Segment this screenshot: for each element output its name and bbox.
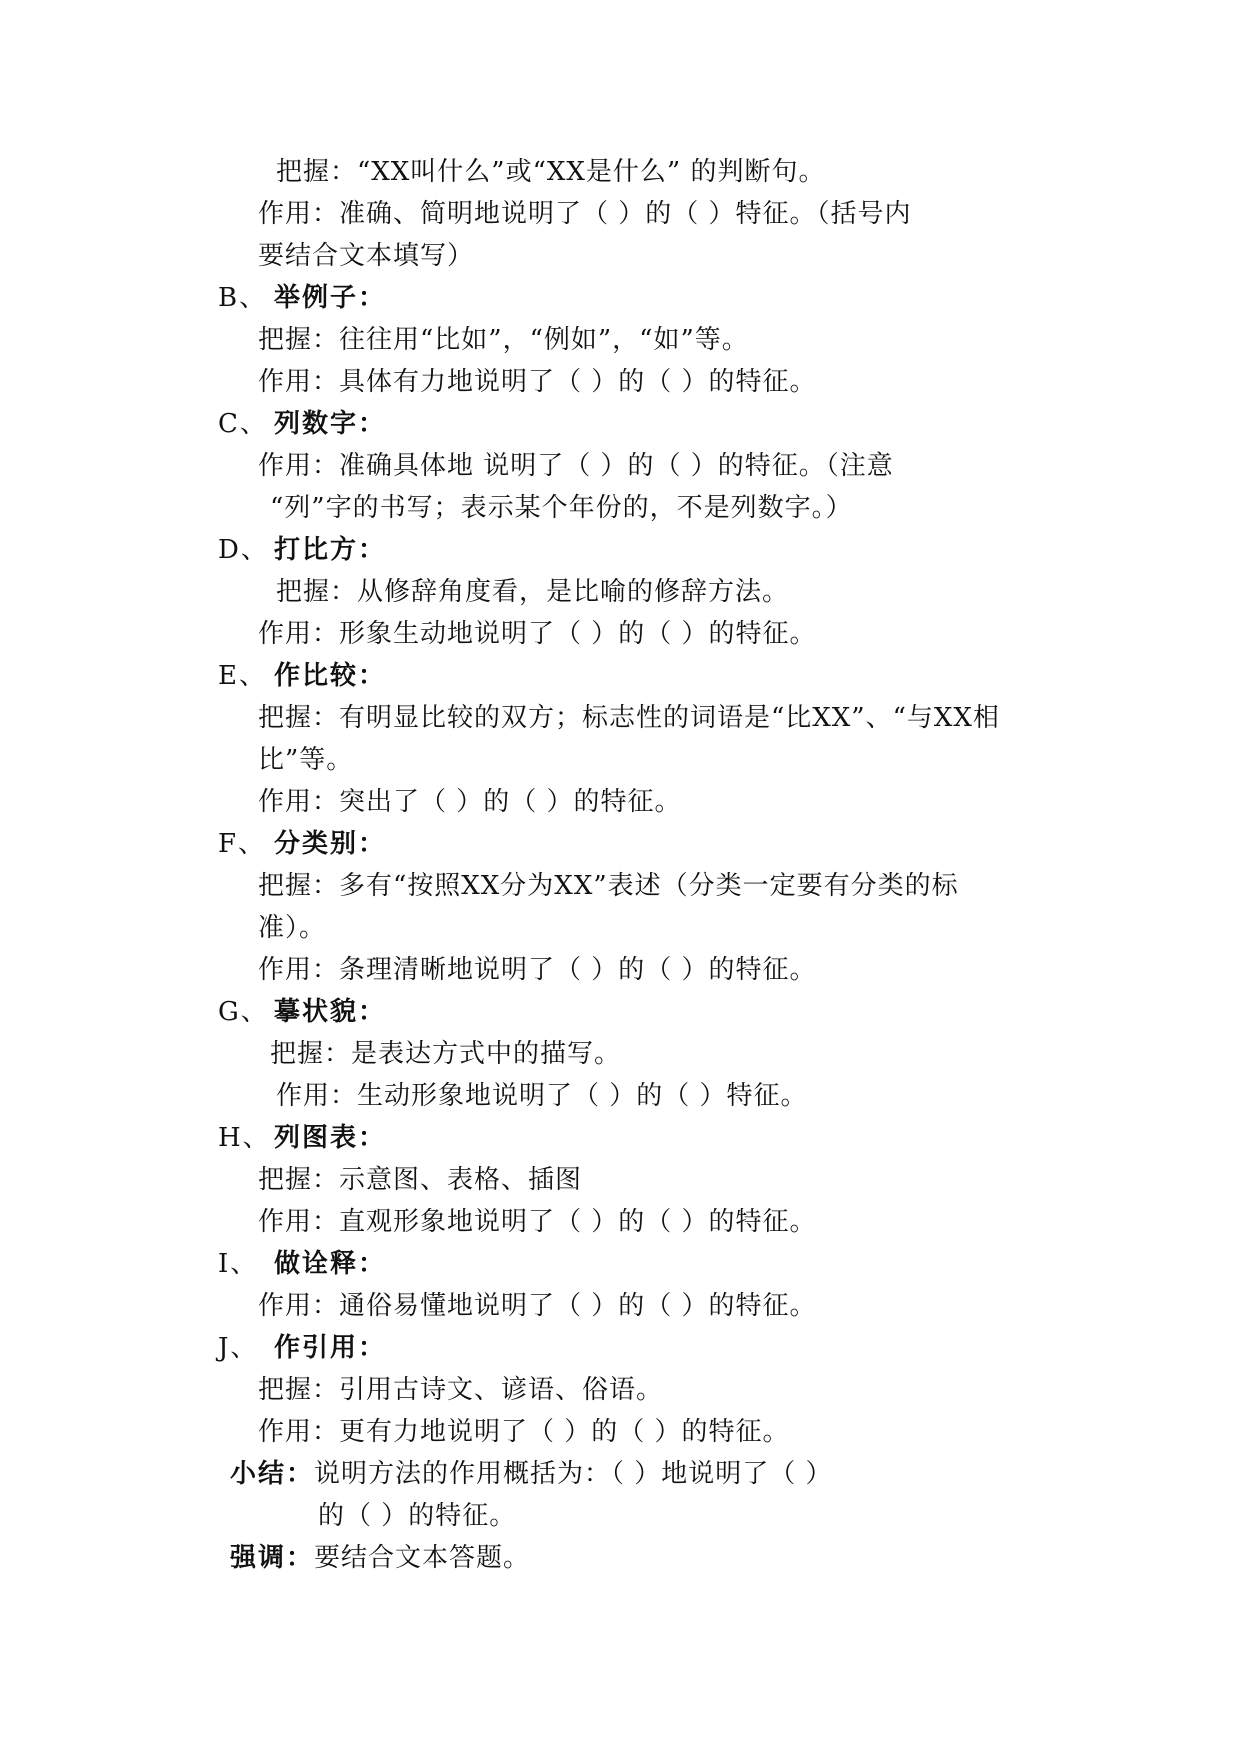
summary-text-1: 说明方法的作用概括为：（ ）地说明了（ ） [314,1459,833,1489]
section-e-heading [218,656,386,696]
section-j-letter: J、 [218,1333,259,1363]
emphasis-line [230,1538,530,1578]
section-h-heading [218,1118,386,1158]
j-effect-line: 作用：更有力地说明了（ ）的（ ）的特征。 [258,1417,790,1447]
a-effect-line-1: 作用：准确、简明地说明了（ ）的（ ）特征。（括号内 [258,199,912,229]
section-d-heading [218,530,386,570]
j-grasp-line: 把握：引用古诗文、谚语、俗语。 [258,1375,664,1405]
d-grasp-line: 把握：从修辞角度看，是比喻的修辞方法。 [276,577,790,607]
section-f-title: 分类别： [274,829,387,859]
b-grasp-line: 把握：往往用“比如”，“例如”，“如”等。 [258,325,749,355]
summary-line-2: 的（ ）的特征。 [318,1501,517,1531]
g-grasp-line: 把握：是表达方式中的描写。 [270,1039,622,1069]
section-c-heading [218,404,386,444]
section-j-heading [218,1328,386,1368]
b-effect-line: 作用：具体有力地说明了（ ）的（ ）的特征。 [258,367,817,397]
a-effect-line-2: 要结合文本填写） [258,241,475,271]
section-d-title: 打比方： [274,535,387,565]
section-f-heading [218,824,386,864]
section-i-title: 做诠释： [274,1249,387,1279]
section-h-letter: H、 [218,1123,271,1153]
section-f-letter: F、 [218,829,267,859]
f-effect-line: 作用：条理清晰地说明了（ ）的（ ）的特征。 [258,955,817,985]
section-c-letter: C、 [218,409,268,439]
section-g-heading [218,992,386,1032]
section-b-letter: B、 [218,283,268,313]
section-e-title: 作比较： [274,661,387,691]
e-effect-line: 作用：突出了（ ）的（ ）的特征。 [258,787,682,817]
d-effect-line: 作用：形象生动地说明了（ ）的（ ）的特征。 [258,619,817,649]
emphasis-text: 要结合文本答题。 [314,1543,531,1573]
h-effect-line: 作用：直观形象地说明了（ ）的（ ）的特征。 [258,1207,817,1237]
section-b-heading [218,278,386,318]
a-grasp-line: 把握：“XX叫什么”或“XX是什么” 的判断句。 [276,157,826,187]
f-grasp-line-2: 准）。 [258,913,327,943]
section-b-title: 举例子： [274,283,387,313]
section-i-letter: I、 [218,1249,259,1279]
g-effect-line: 作用：生动形象地说明了（ ）的（ ）特征。 [276,1081,808,1111]
section-i-heading [218,1244,386,1284]
h-grasp-line: 把握：示意图、表格、插图 [258,1165,583,1195]
c-effect-line-2: “列”字的书写；表示某个年份的，不是列数字。） [270,493,853,523]
summary-line-1 [230,1454,833,1494]
c-effect-line-1: 作用：准确具体地 说明了（ ）的（ ）的特征。（注意 [258,451,894,481]
section-g-title: 摹状貌： [274,997,387,1027]
section-g-letter: G、 [218,997,269,1027]
i-effect-line: 作用：通俗易懂地说明了（ ）的（ ）的特征。 [258,1291,817,1321]
f-grasp-line-1: 把握：多有“按照XX分为XX”表述（分类一定要有分类的标 [258,871,959,901]
e-grasp-line-1: 把握：有明显比较的双方；标志性的词语是“比XX”、“与XX相 [258,703,1000,733]
section-j-title: 作引用： [274,1333,387,1363]
summary-label: 小结： [230,1459,315,1489]
section-d-letter: D、 [218,535,269,565]
section-e-letter: E、 [218,661,267,691]
e-grasp-line-2: 比”等。 [258,745,354,775]
section-c-title: 列数字： [274,409,387,439]
emphasis-label: 强调： [230,1543,315,1573]
section-h-title: 列图表： [274,1123,387,1153]
